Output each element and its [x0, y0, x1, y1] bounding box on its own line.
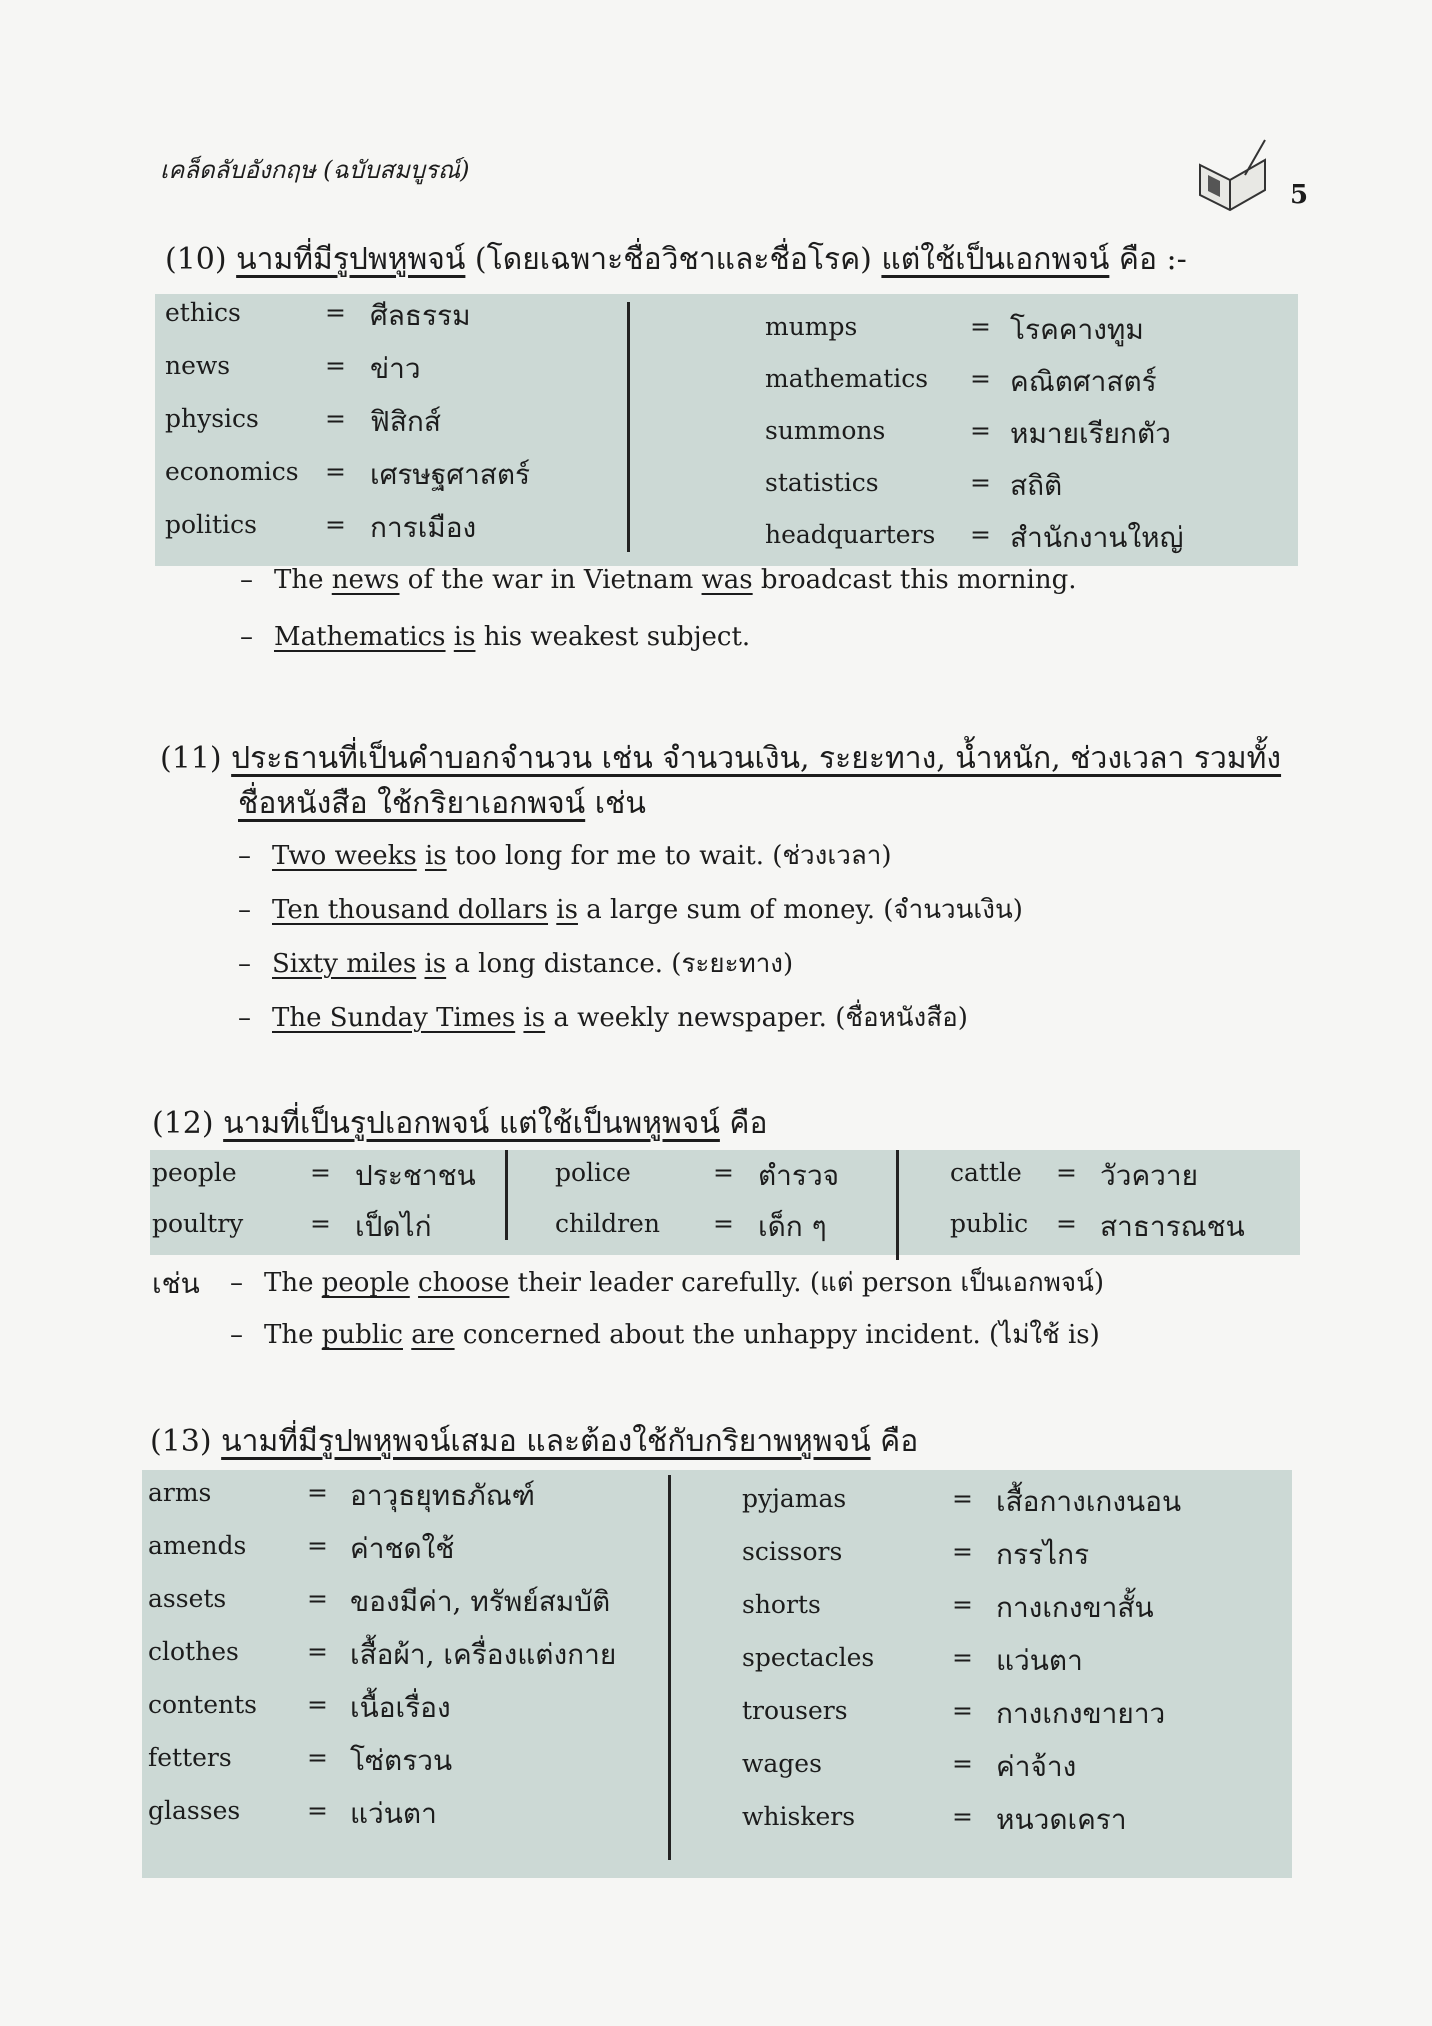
vocab-row: clothes = เสื้อผ้า, เครื่องแต่งกาย — [148, 1637, 617, 1671]
vocab-row: arms = อาวุธยุทธภัณฑ์ — [148, 1478, 535, 1512]
vocab-row: scissors = กรรไกร — [742, 1537, 1090, 1571]
section-11-title-line2: ชื่อหนังสือ ใช้กริยาเอกพจน์ เช่น — [238, 786, 646, 821]
section-11-title: (11) ประธานที่เป็นคำบอกจำนวน เช่น จำนวนเงิน, ระยะทาง, น้ำหนัก, ช่วงเวลา รวมทั้ง — [160, 741, 1282, 776]
vocab-row: wages = ค่าจ้าง — [742, 1749, 1077, 1783]
column-divider — [627, 302, 630, 552]
vocab-row: glasses = แว่นตา — [148, 1796, 437, 1830]
vocab-row: poultry = เป็ดไก่ children = เด็ก ๆ public = สาธารณชน — [152, 1209, 1245, 1243]
vocab-row: amends = ค่าชดใช้ — [148, 1531, 455, 1565]
section-12-title: (12) นามที่เป็นรูปเอกพจน์ แต่ใช้เป็นพหูพจน์ คือ — [152, 1106, 768, 1141]
book-icon — [1190, 135, 1276, 215]
vocab-row: summons = หมายเรียกตัว — [765, 416, 1171, 450]
vocab-row: physics = ฟิสิกส์ — [165, 404, 441, 438]
section-10-left-column — [155, 294, 625, 566]
vocab-row: spectacles = แว่นตา — [742, 1643, 1083, 1677]
examples-lead: เช่น — [152, 1267, 200, 1300]
vocab-row: whiskers = หนวดเครา — [742, 1802, 1127, 1836]
vocab-row: statistics = สถิติ — [765, 468, 1063, 502]
section-12-vocab-box — [150, 1150, 1300, 1255]
section-10-title: (10) นามที่มีรูปพหูพจน์ (โดยเฉพาะชื่อวิชาและชื่อโรค) แต่ใช้เป็นเอกพจน์ คือ :- — [165, 242, 1187, 277]
example-sentence: – Two weeks is too long for me to wait. (ช่วงเวลา) — [238, 841, 892, 871]
vocab-row: assets = ของมีค่า, ทรัพย์สมบัติ — [148, 1584, 611, 1618]
section-13-left-column — [142, 1470, 662, 1878]
vocab-row: headquarters = สำนักงานใหญ่ — [765, 520, 1184, 554]
example-sentence: – The people choose their leader carefully. (แต่ person เป็นเอกพจน์) — [230, 1268, 1105, 1298]
column-divider — [896, 1150, 899, 1260]
section-10-vocab-box — [155, 294, 1298, 566]
section-13-right-column — [732, 1470, 1292, 1878]
vocab-row: people = ประชาชน police = ตำรวจ cattle = วัวควาย — [152, 1158, 1199, 1192]
section-13-vocab-box — [142, 1470, 1292, 1878]
vocab-row: contents = เนื้อเรื่อง — [148, 1690, 451, 1724]
vocab-row: ethics = ศีลธรรม — [165, 298, 471, 332]
vocab-row: mumps = โรคคางทูม — [765, 312, 1144, 346]
vocab-row: fetters = โซ่ตรวน — [148, 1743, 453, 1777]
vocab-row: economics = เศรษฐศาสตร์ — [165, 457, 531, 491]
vocab-row: trousers = กางเกงขายาว — [742, 1696, 1166, 1730]
example-sentence: – The Sunday Times is a weekly newspaper. (ชื่อหนังสือ) — [238, 1003, 968, 1033]
example-sentence: – Mathematics is his weakest subject. — [240, 622, 751, 652]
section-13-title: (13) นามที่มีรูปพหูพจน์เสมอ และต้องใช้กับกริยาพหูพจน์ คือ — [150, 1424, 919, 1459]
example-sentence: – Sixty miles is a long distance. (ระยะทาง) — [238, 949, 794, 979]
book-title: เคล็ดลับอังกฤษ (ฉบับสมบูรณ์) — [160, 156, 470, 184]
section-10-right-column — [755, 294, 1295, 566]
example-sentence: – The public are concerned about the unhappy incident. (ไม่ใช้ is) — [230, 1320, 1100, 1350]
column-divider — [668, 1475, 671, 1860]
example-sentence: – The news of the war in Vietnam was broadcast this morning. — [240, 565, 1077, 595]
vocab-row: shorts = กางเกงขาสั้น — [742, 1590, 1154, 1624]
page-number: 5 — [1290, 180, 1309, 210]
example-sentence: – Ten thousand dollars is a large sum of money. (จำนวนเงิน) — [238, 895, 1023, 925]
vocab-row: pyjamas = เสื้อกางเกงนอน — [742, 1484, 1182, 1518]
vocab-row: mathematics = คณิตศาสตร์ — [765, 364, 1157, 398]
column-divider — [505, 1150, 508, 1240]
vocab-row: politics = การเมือง — [165, 510, 477, 544]
vocab-row: news = ข่าว — [165, 351, 421, 385]
